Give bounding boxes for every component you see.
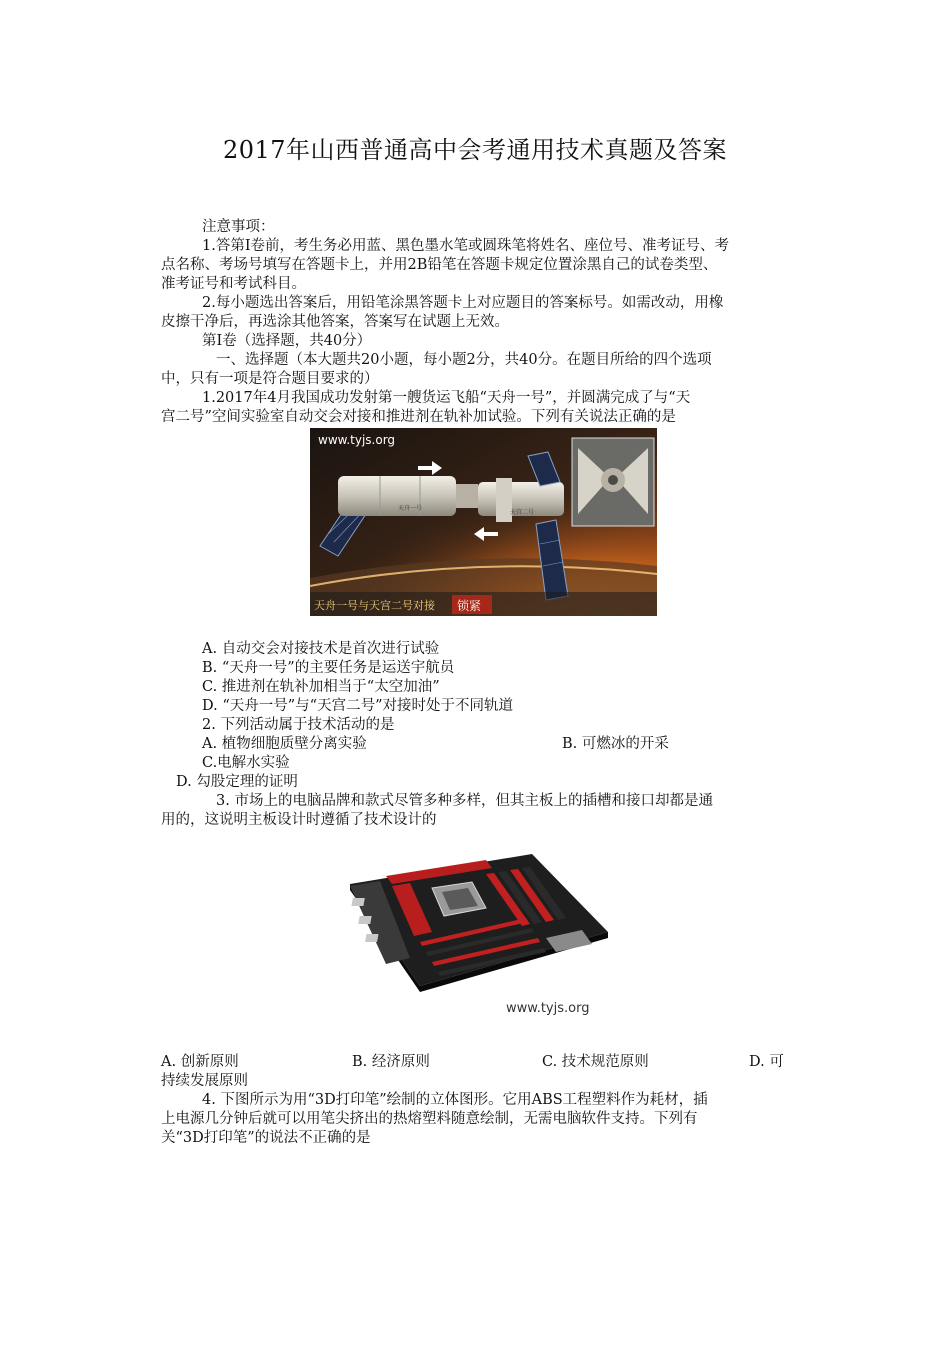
motherboard-image <box>336 846 614 1028</box>
image-caption: 天舟一号与天宫二号对接 <box>314 599 435 612</box>
question-3-option-c: C. 技术规范原则 <box>542 1054 649 1070</box>
question-3-option-d-line-1: D. 可 <box>749 1054 784 1070</box>
part-heading-line-2: 中，只有一项是符合题目要求的） <box>161 371 379 387</box>
question-3-option-d-line-2: 持续发展原则 <box>161 1073 248 1089</box>
question-3-line-2: 用的，这说明主板设计时遵循了技术设计的 <box>161 812 437 828</box>
section-heading: 第Ⅰ卷（选择题，共40分） <box>202 333 372 349</box>
image-badge: 锁紧 <box>457 599 482 613</box>
question-2-option-d: D. 勾股定理的证明 <box>176 774 298 790</box>
page-title: 2017年山西普通高中会考通用技术真题及答案 <box>222 136 728 164</box>
notice-heading: 注意事项： <box>202 219 275 235</box>
question-1-option-b: B. “天舟一号”的主要任务是运送宇航员 <box>202 660 455 676</box>
question-1-option-c: C. 推进剂在轨补加相当于“太空加油” <box>202 679 440 695</box>
question-4-line-1: 4. 下图所示为用“3D打印笔”绘制的立体图形。它用ABS工程塑料作为耗材，插 <box>202 1092 708 1108</box>
question-1-line-2: 宫二号”空间实验室自动交会对接和推进剂在轨补加试验。下列有关说法正确的是 <box>161 409 676 425</box>
spacecraft-docking-illustration <box>310 428 657 616</box>
label-tiangong: 天宫二号 <box>510 510 535 516</box>
notice-item-1-line-2: 点名称、考场号填写在答题卡上，并用2B铅笔在答题卡规定位置涂黑自己的试卷类型、 <box>161 257 718 273</box>
motherboard-illustration <box>336 846 614 1028</box>
question-3-option-b: B. 经济原则 <box>352 1054 430 1070</box>
question-3-option-a: A. 创新原则 <box>161 1054 239 1070</box>
question-1-option-d: D. “天舟一号”与“天宫二号”对接时处于不同轨道 <box>202 698 513 714</box>
image-watermark: www.tyjs.org <box>318 433 396 447</box>
question-3-line-1: 3. 市场上的电脑品牌和款式尽管多种多样，但其主板上的插槽和接口却都是通 <box>216 793 713 809</box>
notice-item-2-line-1: 2.每小题选出答案后，用铅笔涂黑答题卡上对应题目的答案标号。如需改动，用橡 <box>202 295 724 311</box>
image-watermark: www.tyjs.org <box>506 1001 590 1016</box>
question-2-stem: 2. 下列活动属于技术活动的是 <box>202 717 395 733</box>
question-4-line-3: 关“3D打印笔”的说法不正确的是 <box>161 1130 371 1146</box>
question-4-line-2: 上电源几分钟后就可以用笔尖挤出的热熔塑料随意绘制，无需电脑软件支持。下列有 <box>161 1111 698 1127</box>
question-2-option-b: B. 可燃冰的开采 <box>562 736 669 752</box>
question-2-option-c: C.电解水实验 <box>202 755 290 771</box>
label-tianzhou: 天舟一号 <box>398 506 423 512</box>
question-2-option-a: A. 植物细胞质壁分离实验 <box>202 736 367 752</box>
part-heading-line-1: 一、选择题（本大题共20小题，每小题2分，共40分。在题目所给的四个选项 <box>216 352 712 368</box>
question-1-option-a: A. 自动交会对接技术是首次进行试验 <box>202 641 440 657</box>
spacecraft-docking-image <box>310 428 657 616</box>
notice-item-1-line-1: 1.答第Ⅰ卷前，考生务必用蓝、黑色墨水笔或圆珠笔将姓名、座位号、准考证号、考 <box>202 238 730 254</box>
question-1-line-1: 1.2017年4月我国成功发射第一艘货运飞船“天舟一号”，并圆满完成了与“天 <box>202 390 691 406</box>
notice-item-1-line-3: 准考证号和考试科目。 <box>161 276 306 292</box>
notice-item-2-line-2: 皮擦干净后，再选涂其他答案，答案写在试题上无效。 <box>161 314 509 330</box>
